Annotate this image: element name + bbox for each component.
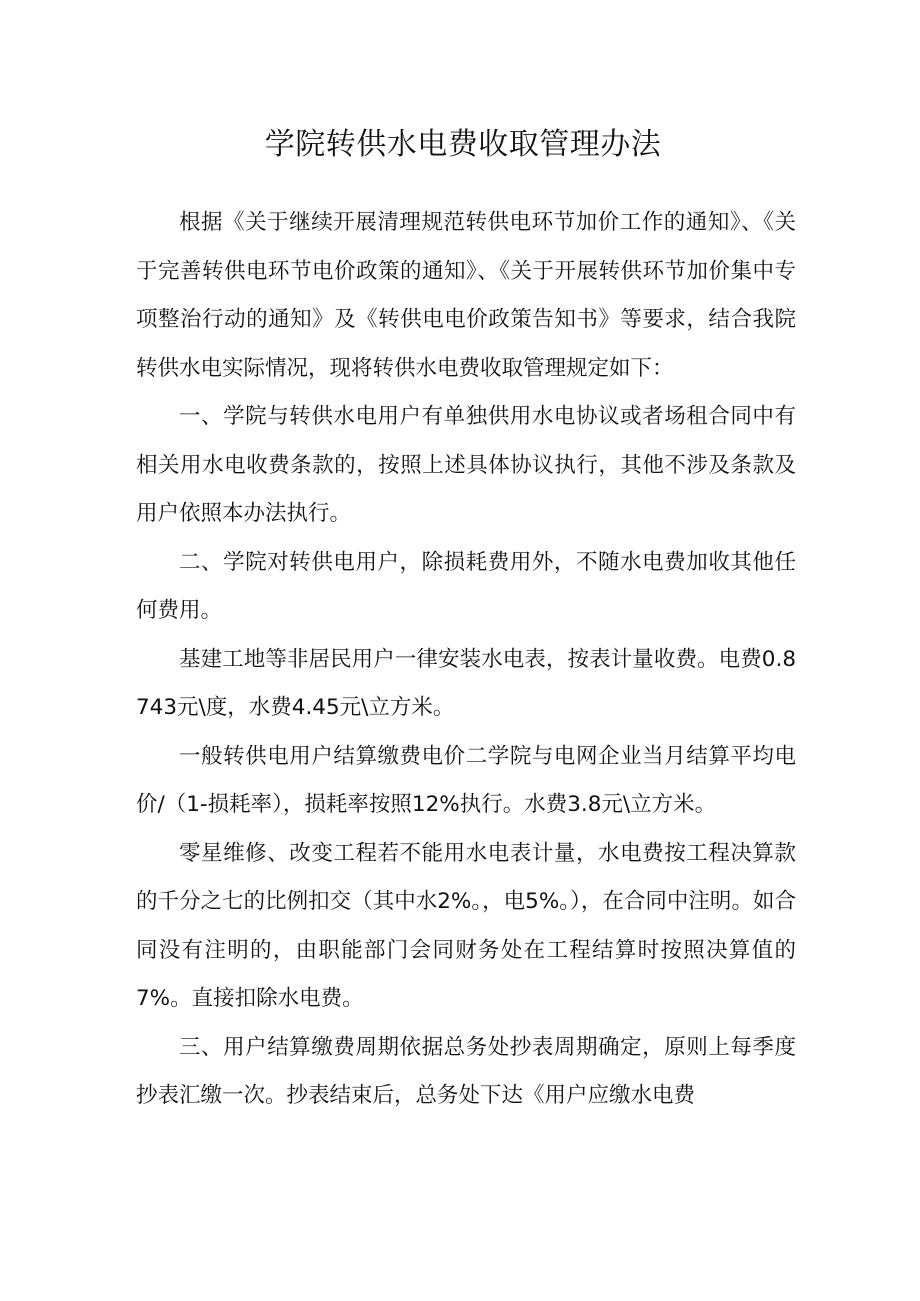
paragraph-article-3: 三、用户结算缴费周期依据总务处抄表周期确定，原则上每季度抄表汇缴一次。抄表结束后，总务处下达《用户应缴水电费 <box>136 1034 796 1108</box>
paragraph-general-rates: 一般转供电用户结算缴费电价二学院与电网企业当月结算平均电价/（1-损耗率），损耗率按照12%执行。水费3.8元\立方米。 <box>136 743 796 817</box>
paragraph-article-1: 一、学院与转供水电用户有单独供用水电协议或者场租合同中有相关用水电收费条款的，按照上述具体协议执行，其他不涉及条款及用户依照本办法执行。 <box>136 404 796 526</box>
paragraph-intro: 根据《关于继续开展清理规范转供电环节加价工作的通知》、《关于完善转供电环节电价政策的通知》、《关于开展转供环节加价集中专项整治行动的通知》及《转供电电价政策告知书》等要求，结合我院转供水电实际情况，现将转供水电费收取管理规定如下： <box>136 210 796 381</box>
paragraph-repair-works: 零星维修、改变工程若不能用水电表计量，水电费按工程决算款的千分之七的比例扣交（其中水2%。，电5%。），在合同中注明。如合同没有注明的，由职能部门会同财务处在工程结算时按照决算值的7%。直接扣除水电费。 <box>136 840 796 1011</box>
document-body <box>136 199 796 1121</box>
paragraph-article-2: 二、学院对转供电用户，除损耗费用外，不随水电费加收其他任何费用。 <box>136 549 796 623</box>
paragraph-construction-rates: 基建工地等非居民用户一律安装水电表，按表计量收费。电费0.8743元\度，水费4.45元\立方米。 <box>136 646 796 720</box>
document-title: 学院转供水电费收取管理办法 <box>264 127 662 162</box>
